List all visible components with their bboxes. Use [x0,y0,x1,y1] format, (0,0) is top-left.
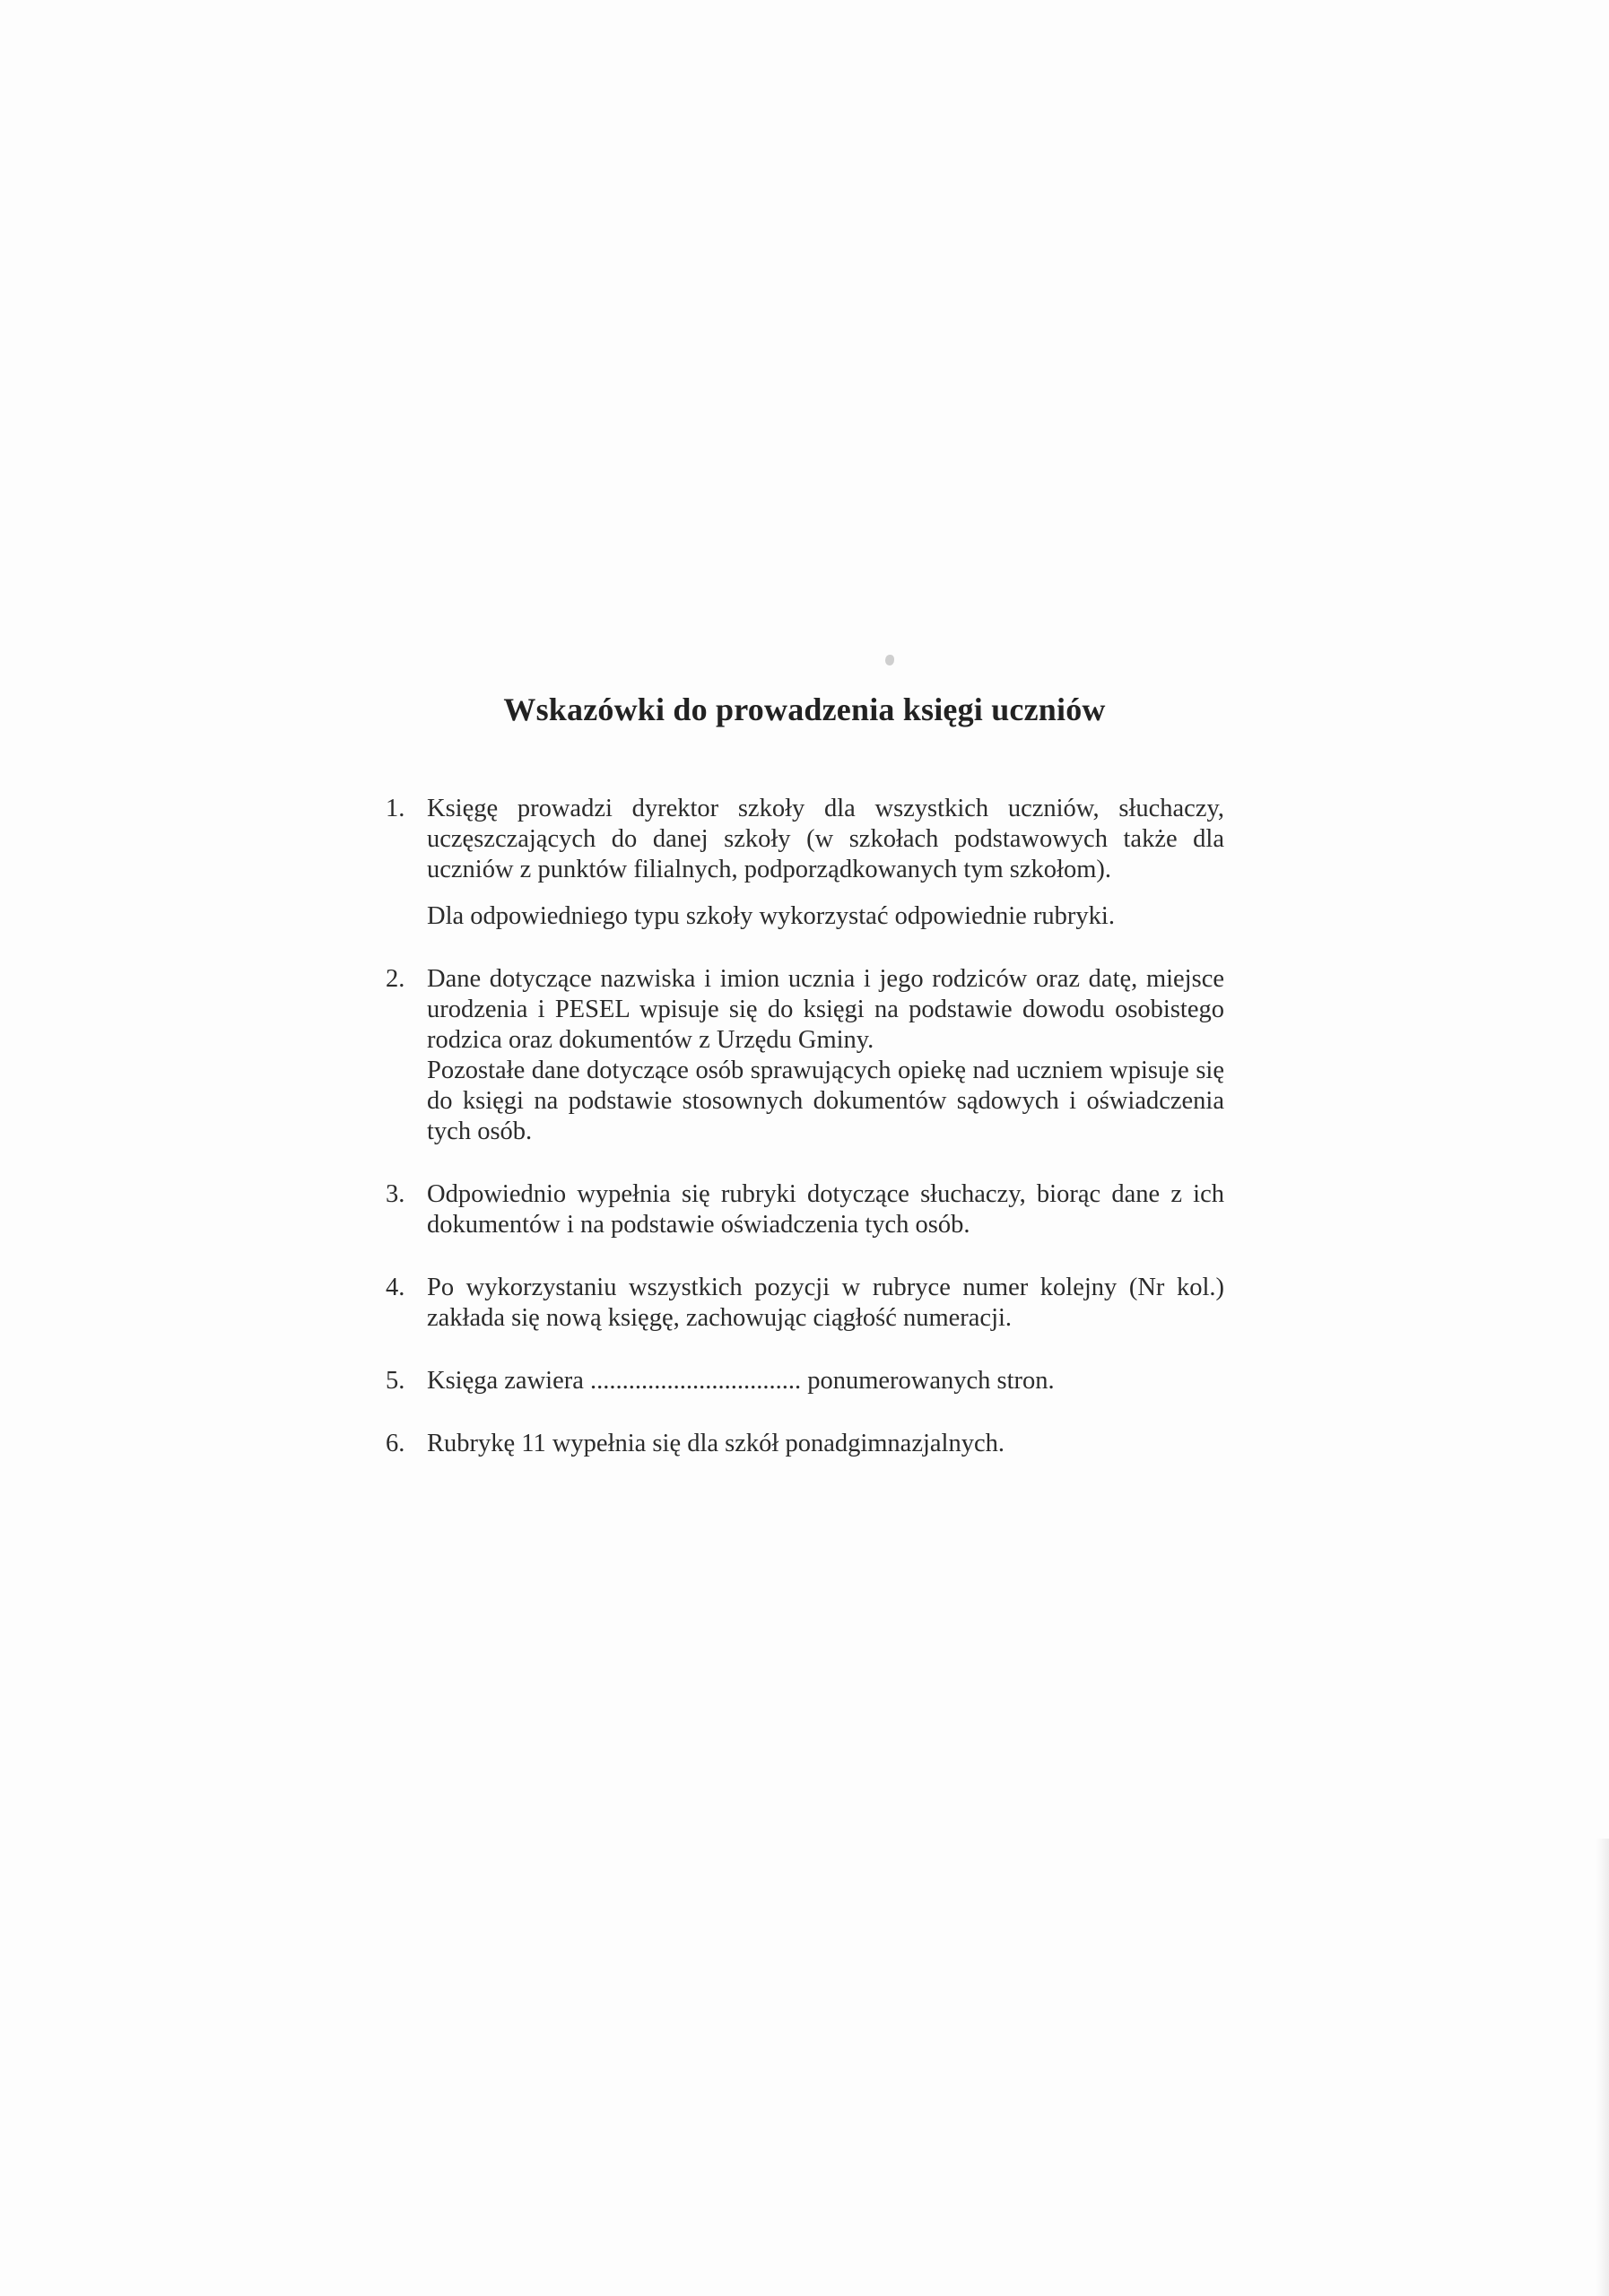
instructions-list [386,794,1224,1492]
item-paragraph: Po wykorzystaniu wszystkich pozycji w rubryce numer kolejny (Nr kol.) zakłada się nową księgę, zachowując ciągłość numeracji. [427,1274,1224,1332]
item-body [427,1429,1224,1459]
item-body [427,1273,1224,1334]
instruction-item-6 [386,1429,1224,1459]
item-number: 1. [386,795,405,822]
item-number: 6. [386,1430,405,1457]
scan-speck [885,655,894,665]
document-title: Wskazówki do prowadzenia księgi uczniów [503,691,1106,727]
item-number: 4. [386,1274,405,1301]
item-number: 2. [386,965,405,993]
item-paragraph: Rubrykę 11 wypełnia się dla szkół ponadgimnazjalnych. [427,1430,1005,1457]
item-body [427,964,1224,1147]
scan-shadow [1596,1839,1609,2296]
item-number: 5. [386,1367,405,1395]
instruction-item-1 [386,794,1224,932]
item-body [427,1179,1224,1240]
instruction-item-5 [386,1366,1224,1396]
item-number: 3. [386,1180,405,1208]
item-paragraph: Odpowiednio wypełnia się rubryki dotyczące słuchaczy, biorąc dane z ich dokumentów i na podstawie oświadczenia tych osób. [427,1180,1224,1239]
instruction-item-3 [386,1179,1224,1240]
item-paragraph: Księgę prowadzi dyrektor szkoły dla wszystkich uczniów, słuchaczy, uczęszczających do danej szkoły (w szkołach podstawowych także dla uczniów z punktów filialnych, podporządkowanych tym szkołom). [427,795,1224,883]
item-body [427,794,1224,932]
item-paragraph: Pozostałe dane dotyczące osób sprawujących opiekę nad uczniem wpisuje się do księgi na podstawie stosownych dokumentów sądowych i oświadczenia tych osób. [427,1057,1224,1145]
instruction-item-2 [386,964,1224,1147]
instruction-item-4 [386,1273,1224,1334]
item-paragraph: Dla odpowiedniego typu szkoły wykorzystać odpowiednie rubryki. [427,902,1115,930]
item-paragraph: Księga zawiera ................................. ponumerowanych stron. [427,1367,1055,1395]
item-body [427,1366,1224,1396]
item-paragraph: Dane dotyczące nazwiska i imion ucznia i jego rodziców oraz datę, miejsce urodzenia i PESEL wpisuje się do księgi na podstawie dowodu osobistego rodzica oraz dokumentów z Urzędu Gminy. [427,965,1224,1054]
